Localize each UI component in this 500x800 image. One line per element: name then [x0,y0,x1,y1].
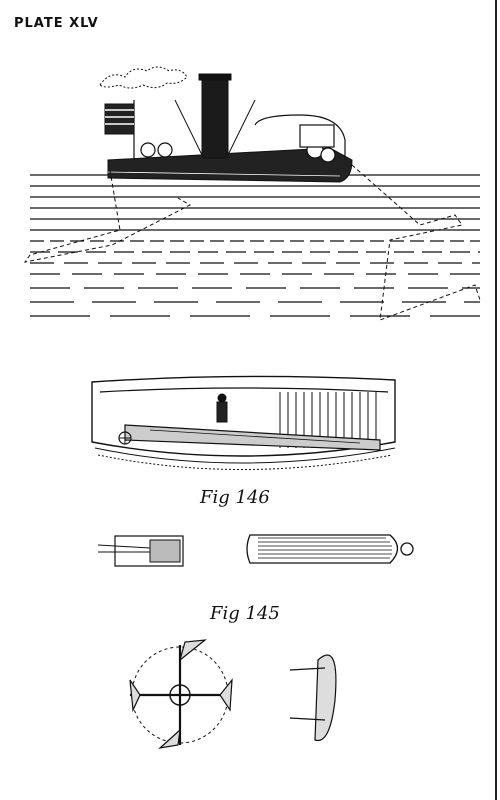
fig-146-label: Fig 146 [200,487,270,508]
plate-title: PLATE XLV [14,16,99,31]
fig-145-parts [98,535,413,566]
propeller-illustration [130,640,336,748]
fig-145-label: Fig 145 [210,603,280,624]
ship-illustration [25,67,480,320]
fig-146-illustration [92,376,395,469]
